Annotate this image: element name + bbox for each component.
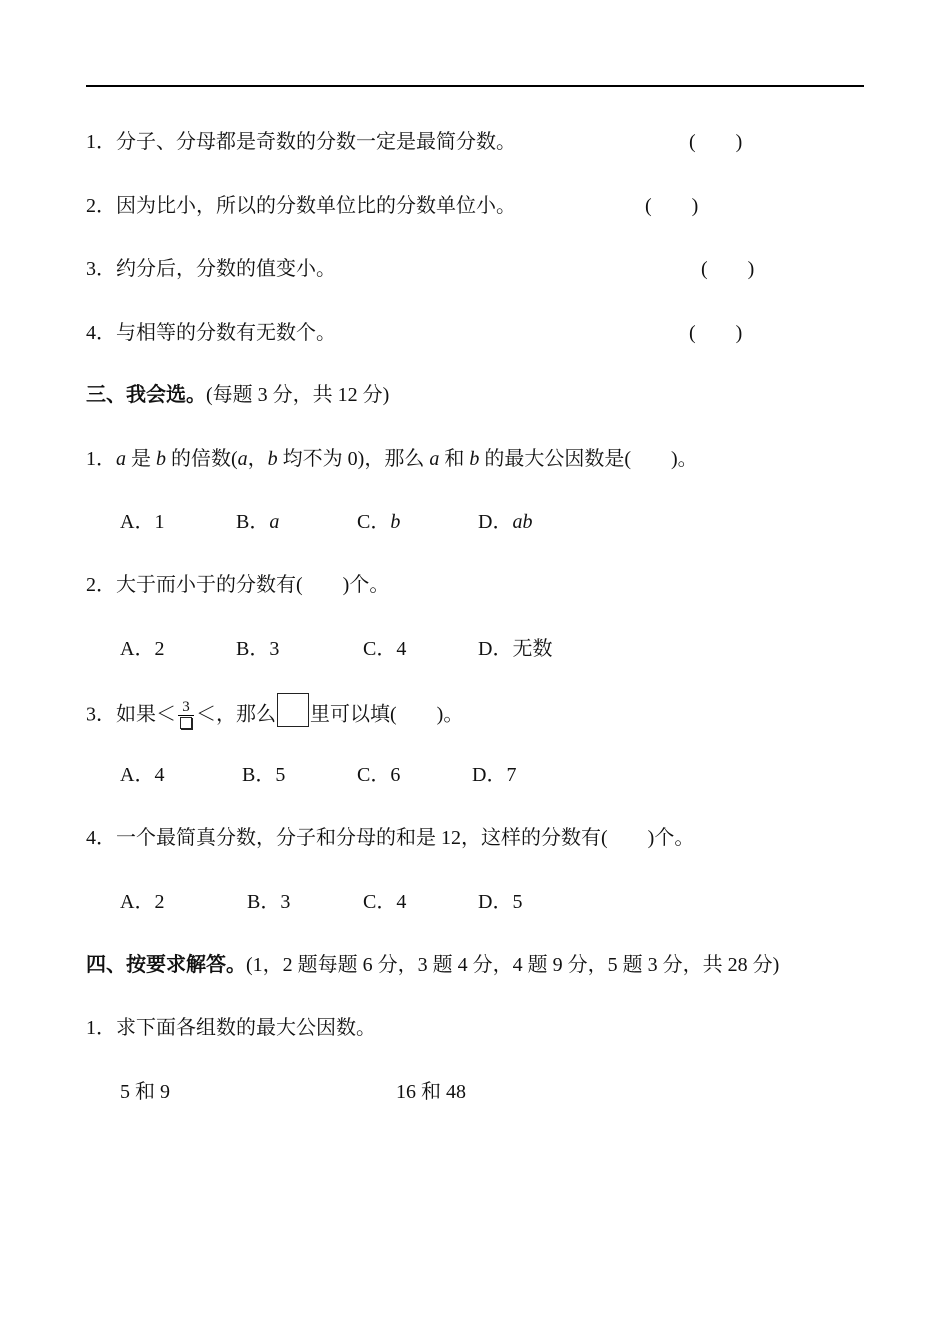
tf-item-4: 4．与相等的分数有无数个。 [86,322,336,344]
q1-number: 1． [86,448,116,470]
blank-box-icon [180,717,192,729]
number-pair-1: 5 和 9 [120,1081,170,1103]
section-four-heading [86,953,779,977]
q2-option-d[interactable]: D．无数 [478,638,553,660]
q1-var-b: b [156,448,166,470]
fraction [178,700,194,729]
choice-question-4: 4．一个最简真分数，分子和分母的和是 12，这样的分数有( )个。 [86,827,695,849]
q4-option-b[interactable]: B．3 [247,891,291,913]
tf-item-1: 1．分子、分母都是奇数的分数一定是最简分数。 [86,131,516,153]
option-label: C． [357,511,391,533]
q1-var-a: a [116,448,126,470]
q3-middle: ＜，那么 [196,703,276,726]
q3-option-a[interactable]: A．4 [120,764,165,786]
answer-bracket-4[interactable]: ( ) [689,322,743,344]
fraction-bar [178,715,194,716]
number-pair-2: 16 和 48 [396,1081,466,1103]
q3-option-c[interactable]: C．6 [357,764,401,786]
q2-option-a[interactable]: A．2 [120,638,165,660]
q1-text: ， [247,448,268,470]
q1-option-a[interactable]: A．1 [120,511,165,533]
option-var: a [269,511,280,533]
tf-item-2: 2．因为比小，所以的分数单位比的分数单位小。 [86,195,516,217]
section-three-heading [86,383,389,407]
q3-option-d[interactable]: D．7 [472,764,517,786]
q1-text: 是 [126,448,156,470]
q1-option-d[interactable] [478,510,532,534]
q2-option-b[interactable]: B．3 [236,638,280,660]
section-three-note: (每题 3 分，共 12 分) [206,384,390,406]
option-var: b [390,511,401,533]
section-four-note: (1，2 题每题 6 分，3 题 4 分，4 题 9 分，5 题 3 分，共 28 分) [246,954,780,976]
option-var: ab [512,511,533,533]
choice-question-2: 2．大于而小于的分数有( )个。 [86,574,390,596]
q1-text: 和 [439,448,470,470]
q1-text: 均不为 0)，那么 [277,448,430,470]
q4-option-d[interactable]: D．5 [478,891,523,913]
header-rule [86,85,864,87]
answer-box[interactable] [277,693,309,727]
q3-option-b[interactable]: B．5 [242,764,286,786]
solve-question-1: 1．求下面各组数的最大公因数。 [86,1017,376,1039]
q1-var-b: b [267,448,278,470]
q3-prefix: 3．如果＜ [86,703,176,726]
q4-option-a[interactable]: A．2 [120,891,165,913]
tf-item-3: 3．约分后，分数的值变小。 [86,258,336,280]
answer-bracket-2[interactable]: ( ) [645,195,699,217]
q1-var-a: a [237,448,248,470]
option-label: B． [236,511,270,533]
q4-option-c[interactable]: C．4 [363,891,407,913]
fraction-numerator: 3 [182,698,190,715]
q3-suffix: 里可以填( )。 [310,703,464,726]
choice-question-1 [86,447,698,471]
answer-bracket-1[interactable]: ( ) [689,131,743,153]
q1-text: 的倍数( [166,448,238,470]
answer-bracket-3[interactable]: ( ) [701,258,755,280]
q1-var-b: b [469,448,480,470]
option-label: D． [478,511,513,533]
q1-option-c[interactable] [357,510,400,534]
q1-text: 的最大公因数是( )。 [479,448,698,470]
q1-var-a: a [429,448,440,470]
choice-question-3 [86,699,463,733]
q2-option-c[interactable]: C．4 [363,638,407,660]
section-four-title: 四、按要求解答。 [86,954,246,976]
section-three-title: 三、我会选。 [86,384,206,406]
q1-option-b[interactable] [236,510,279,534]
